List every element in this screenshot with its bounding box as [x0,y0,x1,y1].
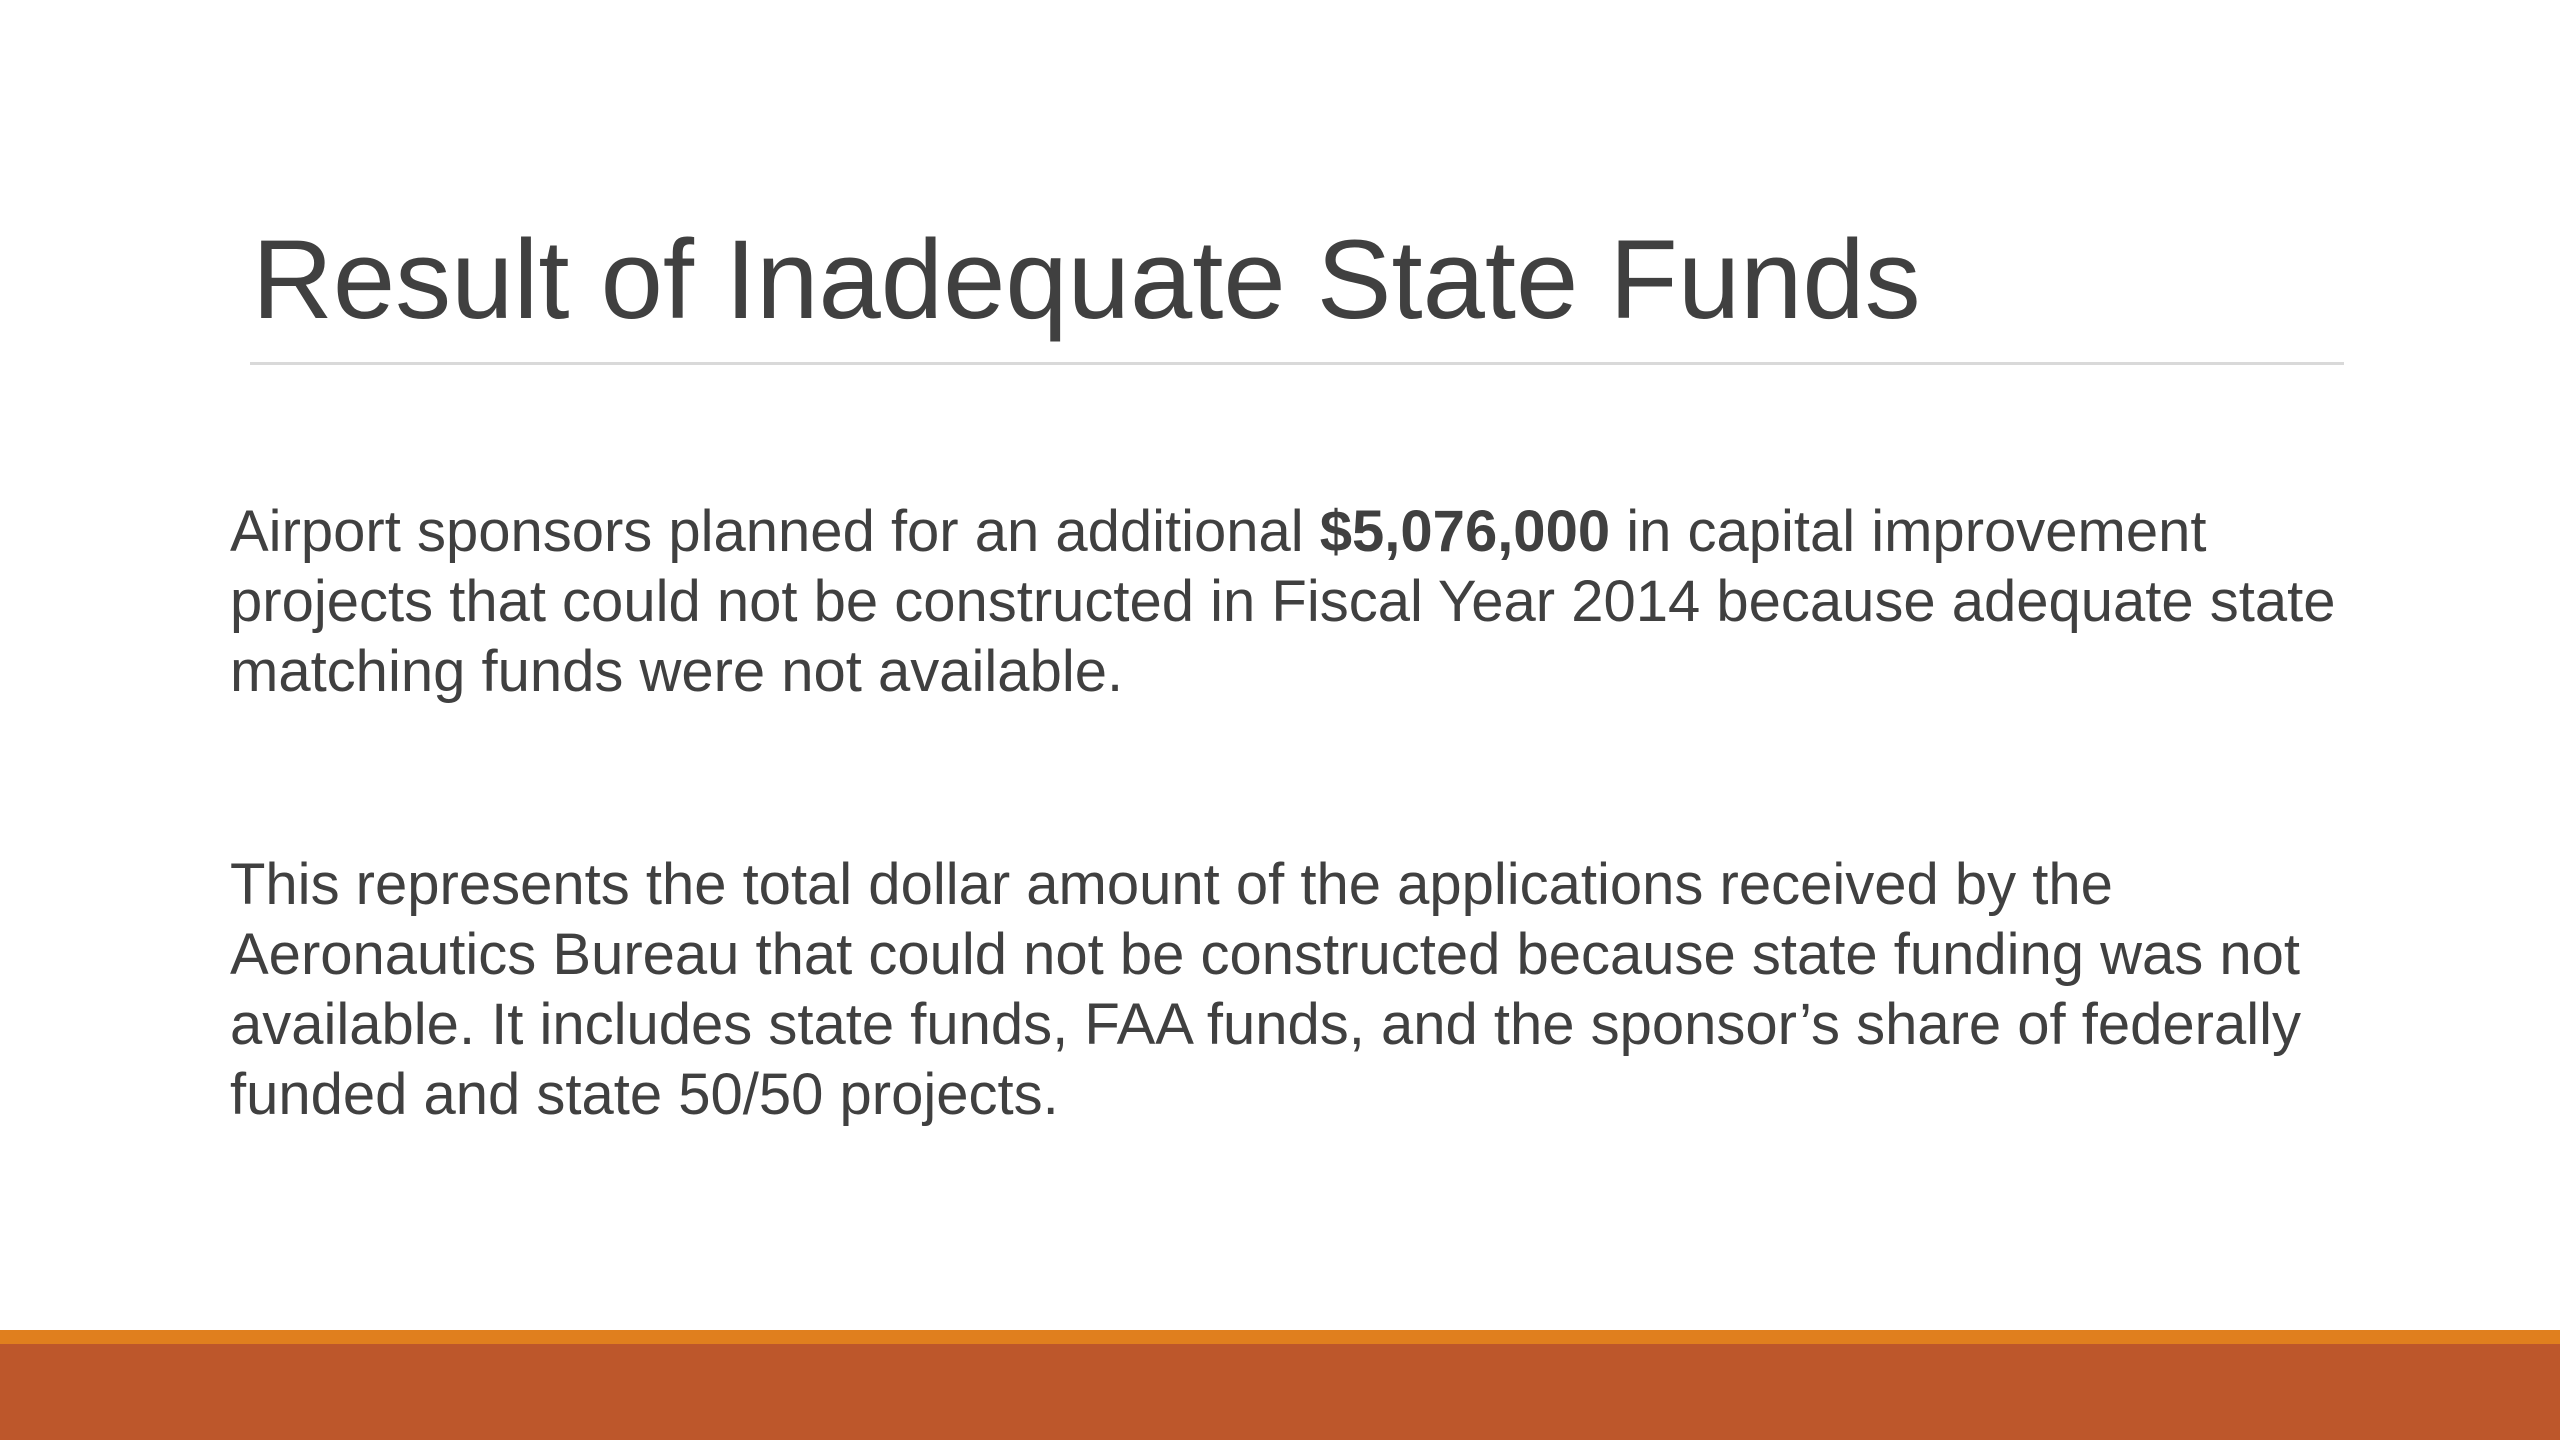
footer-accent-stripe [0,1330,2560,1344]
footer-band [0,1344,2560,1440]
paragraph-text-lead: Airport sponsors planned for an additional [230,499,1320,564]
paragraph-text-tail: in capital improvement projects that could not be constructed in Fiscal Year 2014 because adequate state matching funds were not available. [230,499,2336,704]
highlight-amount: $5,076,000 [1319,499,1611,564]
slide-title: Result of Inadequate State Funds [252,217,1921,342]
paragraph-explanation: This represents the total dollar amount of the applications received by the Aeronautics Bureau that could not be constructed because state funding was not available. It includes state funds, FAA funds, and the sponsor’s share of federally funded and state 50/50 projects. [230,852,2302,1127]
title-divider [250,362,2344,365]
paragraph-unfunded-projects [230,497,2380,707]
